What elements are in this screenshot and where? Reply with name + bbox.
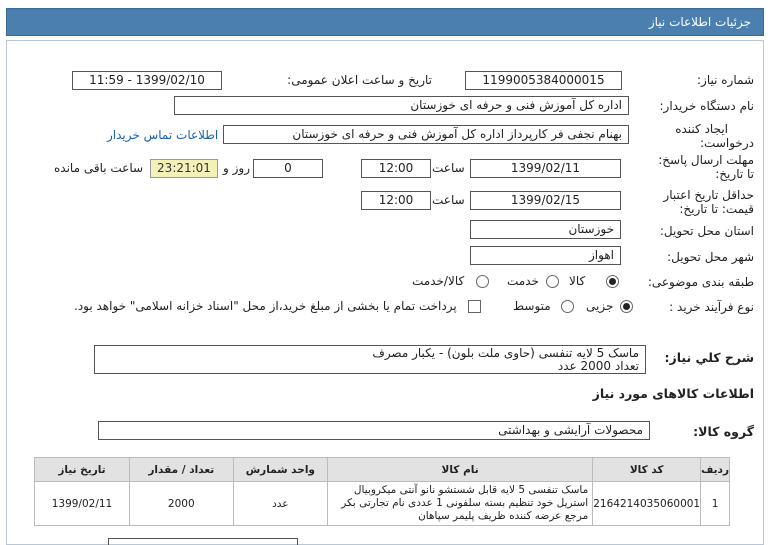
goods-group-label: گروه کالا: — [693, 424, 754, 439]
treasury-note: پرداخت تمام یا بخشی از مبلغ خرید،از محل "اسناد خزانه اسلامی" خواهد بود. — [74, 299, 457, 313]
process-radio-minor[interactable] — [620, 300, 633, 313]
validity-time-label: ساعت — [432, 193, 465, 207]
deadline-remaining-label: ساعت باقی مانده — [54, 161, 144, 175]
announce-field: 1399/02/10 - 11:59 — [72, 71, 222, 90]
buyer-contact-link[interactable]: اطلاعات تماس خریدار — [107, 128, 219, 142]
need-number-label: شماره نیاز: — [697, 73, 754, 87]
col-name: نام کالا — [328, 458, 593, 482]
category-service-label: خدمت — [507, 274, 539, 288]
bottom-field — [108, 538, 298, 545]
summary-field — [94, 345, 646, 374]
treasury-checkbox[interactable] — [468, 300, 481, 313]
creator-label: ایجاد کننده — [675, 122, 728, 136]
process-radio-medium[interactable] — [561, 300, 574, 313]
deadline-time-field: 12:00 — [361, 159, 431, 178]
category-radio-service[interactable] — [546, 275, 559, 288]
summary-label: شرح کلي نياز: — [664, 350, 754, 365]
deadline-date-field: 1399/02/11 — [470, 159, 621, 178]
cell-row: 1 — [701, 482, 730, 526]
buyer-field: اداره کل آموزش فنی و حرفه ای خوزستان — [174, 96, 629, 115]
goods-info-title: اطلاعات کالاهای مورد نیاز — [592, 386, 754, 401]
need-number-field: 1199005384000015 — [465, 71, 622, 90]
goods-table-header — [35, 458, 730, 482]
summary-line-1: ماسک 5 لایه تنفسی (حاوی ملت بلون) - یکبار مصرف — [372, 346, 639, 360]
category-radio-goods-service[interactable] — [476, 275, 489, 288]
cell-qty: 2000 — [129, 482, 233, 526]
validity-date-field: 1399/02/15 — [470, 191, 621, 210]
goods-table — [34, 457, 730, 526]
col-qty: تعداد / مقدار — [129, 458, 233, 482]
deadline-remaining-field: 23:21:01 — [150, 159, 218, 178]
category-label: طبقه بندی موضوعی: — [647, 275, 754, 289]
creator-label-2: درخواست: — [700, 136, 754, 150]
deadline-time-label: ساعت — [432, 161, 465, 175]
validity-label: حداقل تاریخ اعتبار — [663, 188, 754, 202]
col-code: کد کالا — [593, 458, 701, 482]
city-label: شهر محل تحویل: — [667, 250, 754, 264]
goods-group-field: محصولات آرایشی و بهداشتی — [98, 421, 650, 440]
deadline-label-2: تا تاریخ: — [715, 167, 754, 181]
cell-date: 1399/02/11 — [35, 482, 130, 526]
process-label: نوع فرآیند خرید : — [669, 300, 754, 314]
creator-field: بهنام نجفی فر کارپرداز اداره کل آموزش فنی و حرفه ای خوزستان — [223, 125, 629, 144]
col-unit: واحد شمارش — [233, 458, 327, 482]
deadline-days-label: روز و — [223, 161, 250, 175]
table-row — [35, 482, 730, 526]
col-row: ردیف — [701, 458, 730, 482]
validity-label-2: قیمت: تا تاریخ: — [679, 202, 754, 216]
announce-label: تاریخ و ساعت اعلان عمومی: — [287, 73, 432, 87]
summary-line-2: تعداد 2000 عدد — [557, 359, 639, 373]
province-label: استان محل تحویل: — [659, 224, 754, 238]
deadline-label: مهلت ارسال پاسخ: — [658, 153, 754, 167]
page-header — [6, 8, 764, 36]
col-date: تاریخ نیاز — [35, 458, 130, 482]
category-radio-goods[interactable] — [606, 275, 619, 288]
buyer-label: نام دستگاه خریدار: — [659, 99, 754, 113]
process-medium-label: متوسط — [513, 299, 551, 313]
deadline-days-field: 0 — [253, 159, 323, 178]
page-title: جزئیات اطلاعات نیاز — [648, 15, 751, 29]
province-field: خوزستان — [470, 220, 621, 239]
cell-unit: عدد — [233, 482, 327, 526]
city-field: اهواز — [470, 246, 621, 265]
category-goods-service-label: کالا/خدمت — [412, 274, 465, 288]
cell-code: 2164214035060001 — [593, 482, 701, 526]
category-goods-label: کالا — [569, 274, 586, 288]
process-minor-label: جزیی — [586, 299, 614, 313]
validity-time-field: 12:00 — [361, 191, 431, 210]
cell-name: ماسک تنفسی 5 لایه قابل شستشو نانو آنتی میکروبیال استریل خود تنظیم بسته سلفونی 1 عددی نام تجارتی بکر مرجع عرضه کننده ظریف پلیمر سپاهان — [328, 482, 593, 526]
